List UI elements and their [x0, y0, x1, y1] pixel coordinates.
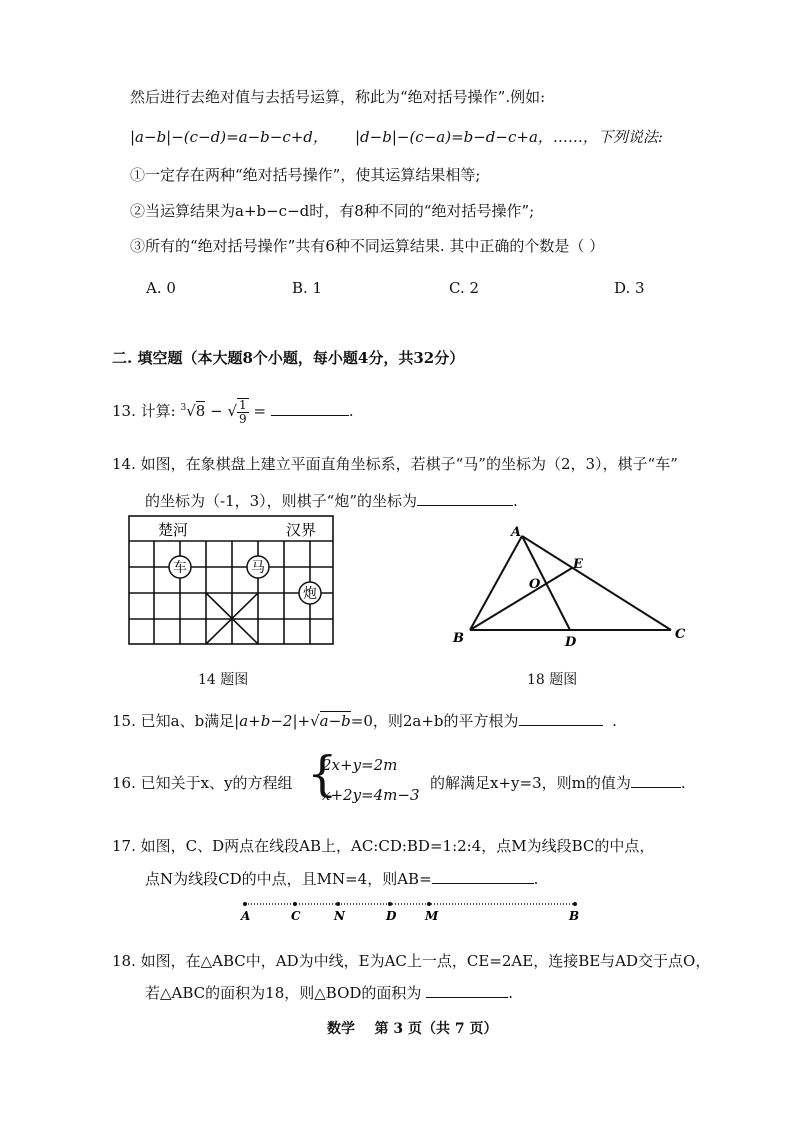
- piece-ma: [247, 556, 269, 578]
- q17-end: .: [533, 870, 539, 888]
- q15-abs: |a+b−2|+: [234, 712, 311, 730]
- svg-text:马: 马: [251, 560, 265, 576]
- q14-end: .: [513, 492, 518, 510]
- piece-pao: [299, 582, 321, 604]
- triangle-figure: [445, 520, 695, 650]
- q13-answer-blank[interactable]: [271, 401, 349, 416]
- section-heading: 二. 填空题（本大题8个小题，每小题4分，共32分）: [112, 349, 465, 367]
- q18-line-1: 18. 如图，在△ABC中，AD为中线，E为AC上一点，CE=2AE，连接BE与AD交于点O，: [112, 952, 711, 970]
- q18-end: .: [508, 984, 513, 1002]
- q16-end: .: [680, 774, 686, 792]
- q16-post: [430, 772, 686, 793]
- q12-option-c: C. 2: [449, 279, 480, 297]
- q12-option-b: B. 1: [292, 279, 323, 297]
- q15-sqrt: a−b: [319, 712, 351, 730]
- segment-be: [470, 568, 572, 630]
- q16-pre: 16. 已知关于x、y的方程组: [112, 774, 293, 792]
- q15-post: =0，则2a+b的平方根为: [350, 712, 519, 730]
- point-n: N: [334, 909, 345, 923]
- q18-answer-blank[interactable]: [426, 983, 508, 998]
- q17-line-1: 17. 如图，C、D两点在线段AB上，AC:CD:BD=1:2:4，点M为线段BC的中点，: [112, 837, 655, 855]
- river-left-label: 楚河: [158, 521, 189, 539]
- label-o: O: [529, 577, 541, 592]
- label-a: A: [511, 525, 522, 540]
- question-15: 15. 已知a、b满足|a+b−2|+√a−b=0，则2a+b的平方根为 .: [112, 712, 617, 730]
- q17-line-2: [145, 868, 538, 889]
- q18-figure-caption: 18 题图: [527, 672, 578, 688]
- q13-equals: =: [253, 402, 267, 420]
- label-b: B: [453, 631, 464, 646]
- q15-end: .: [612, 712, 617, 730]
- side-ab: [470, 536, 522, 630]
- q14-line-1: 14. 如图，在象棋盘上建立平面直角坐标系，若棋子“马”的坐标为（2，3），棋子“车”: [112, 455, 678, 473]
- q18-line-2-text: 若△ABC的面积为18，则△BOD的面积为: [145, 984, 422, 1002]
- q12-example-2: |d−b|−(c−a)=b−d−c+a，……，下列说法:: [355, 128, 663, 146]
- q13-fraction: [237, 398, 249, 426]
- q16-brace: {: [307, 746, 338, 802]
- q18-line-2: [145, 982, 513, 1003]
- q13-radicand: 8: [195, 402, 206, 420]
- side-ac: [522, 536, 671, 630]
- q17-line-2-text: 点N为线段CD的中点，且MN=4，则AB=: [145, 870, 432, 888]
- q13-number: 13.: [112, 402, 136, 420]
- q12-statement-1: ①一定存在两种“绝对括号操作”，使其运算结果相等;: [130, 166, 481, 184]
- q13-minus: −: [210, 402, 223, 420]
- segment-ab-figure: [235, 898, 595, 924]
- label-c: C: [675, 627, 686, 642]
- river-right-label: 汉界: [286, 521, 317, 539]
- q16-eq2: x+2y=4m−3: [322, 786, 420, 804]
- svg-text:车: 车: [173, 560, 187, 576]
- q12-statement-3: ③所有的“绝对括号操作”共有6种不同运算结果. 其中正确的个数是（ ）: [130, 237, 605, 255]
- label-e: E: [573, 557, 583, 572]
- page-footer: 数学 第 3 页（共 7 页）: [327, 1021, 498, 1037]
- svg-text:炮: 炮: [303, 586, 317, 602]
- q14-answer-blank[interactable]: [417, 491, 513, 506]
- point-d: D: [386, 909, 397, 923]
- q12-option-a: A. 0: [146, 279, 176, 297]
- q12-statement-2: ②当运算结果为a+b−c−d时，有8种不同的“绝对括号操作”;: [130, 202, 535, 220]
- q12-example-1: |a−b|−(c−d)=a−b−c+d，: [130, 128, 328, 146]
- question-13: 13. 计算: $^3$√8 − √ $\frac{1}{9}$ = .: [112, 398, 354, 426]
- label-d: D: [565, 635, 577, 650]
- q14-line-2: [145, 490, 518, 511]
- q15-answer-blank[interactable]: [519, 711, 603, 726]
- q16-answer-blank[interactable]: [631, 773, 681, 788]
- q13-denominator: 9: [239, 412, 247, 426]
- point-m: M: [425, 909, 439, 923]
- piece-che: [169, 556, 191, 578]
- q14-line-2-text: 的坐标为（-1，3），则棋子“炮”的坐标为: [145, 492, 417, 510]
- point-a: A: [241, 909, 251, 923]
- q13-numerator: 1: [239, 398, 247, 412]
- chess-board-figure: [128, 515, 338, 650]
- q16-eq1: 2x+y=2m: [322, 756, 398, 774]
- point-b: B: [569, 909, 580, 923]
- q15-pre: 15. 已知a、b满足: [112, 712, 235, 730]
- q13-label: 计算:: [140, 402, 176, 420]
- q13-end: .: [348, 402, 354, 420]
- q16-post-text: 的解满足x+y=3，则m的值为: [430, 774, 631, 792]
- q12-intro: 然后进行去绝对值与去括号运算，称此为“绝对括号操作”.例如:: [130, 88, 546, 106]
- q13-root-index: 3: [180, 403, 187, 413]
- q14-figure-caption: 14 题图: [198, 672, 249, 688]
- q12-option-d: D. 3: [614, 279, 645, 297]
- q17-answer-blank[interactable]: [432, 869, 534, 884]
- point-c: C: [291, 909, 301, 923]
